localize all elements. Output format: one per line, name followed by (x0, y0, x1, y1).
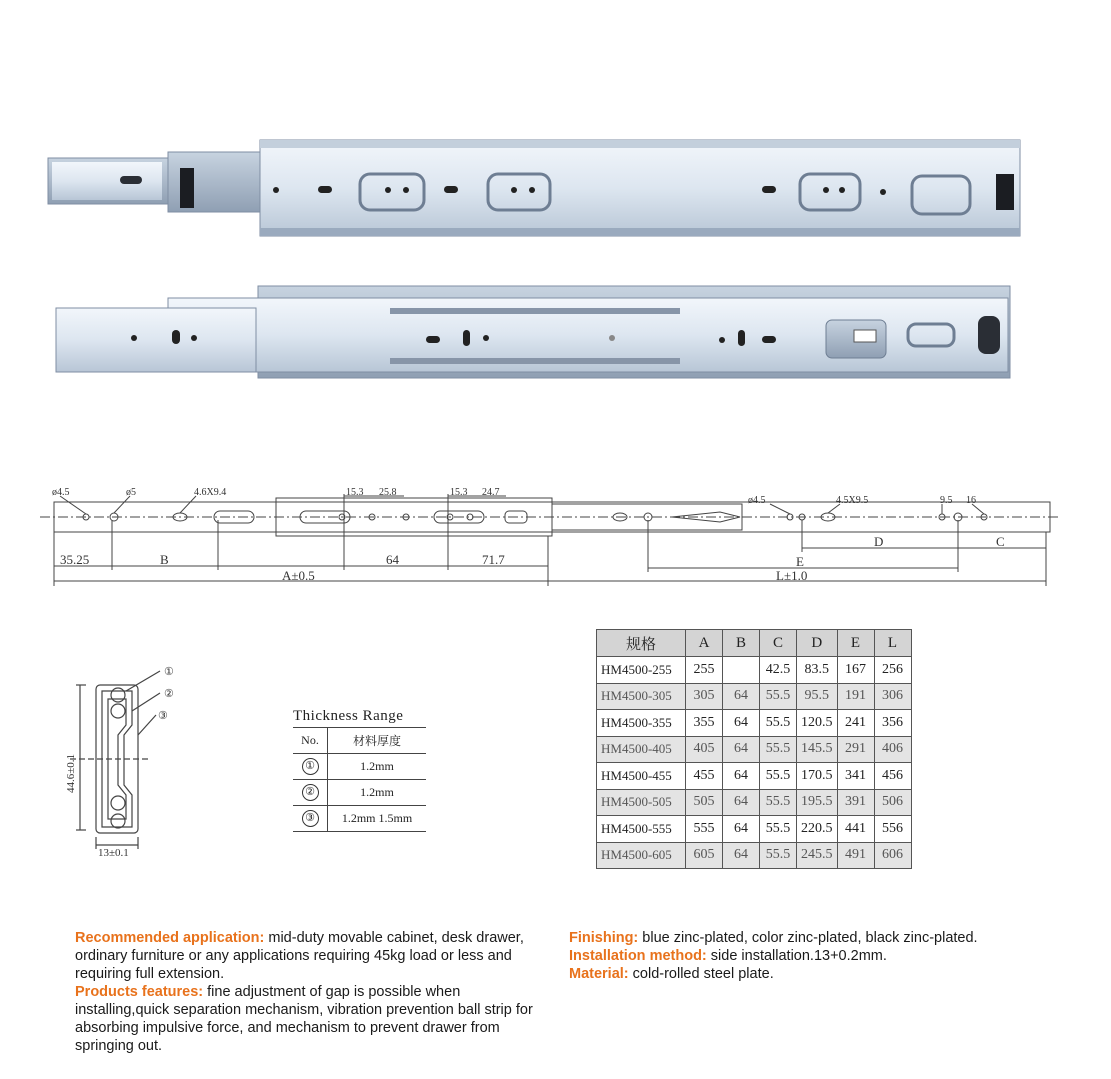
spec-cell: 305 (686, 683, 723, 710)
spec-cell: 145.5 (797, 736, 838, 763)
spec-cell: 406 (874, 736, 911, 763)
dim-label-d2: ø5 (126, 487, 136, 498)
spec-cell: 255 (686, 657, 723, 684)
dim-l: L±1.0 (776, 568, 808, 583)
thickness-no: ① (302, 758, 319, 775)
spec-cell: 64 (723, 789, 760, 816)
spec-cell: 391 (837, 789, 874, 816)
width-label: 13±0.1 (98, 847, 129, 859)
spec-cell: HM4500-305 (597, 683, 686, 710)
dim-label-d5: 25.8 (379, 487, 397, 498)
spec-cell: 506 (874, 789, 911, 816)
finishing-text: blue zinc-plated, color zinc-plated, black zinc-plated. (638, 930, 978, 946)
spec-cell: 491 (837, 842, 874, 869)
thickness-no: ② (302, 784, 319, 801)
spec-cell: 55.5 (760, 710, 797, 737)
spec-cell: 64 (723, 816, 760, 843)
spec-header: D (797, 630, 838, 657)
spec-cell: 245.5 (797, 842, 838, 869)
spec-cell: 455 (686, 763, 723, 790)
material-label: Material: (569, 966, 629, 982)
spec-cell: 83.5 (797, 657, 838, 684)
spec-header: L (874, 630, 911, 657)
description-right (569, 929, 1089, 983)
marker-2: ② (164, 688, 174, 700)
spec-cell: 55.5 (760, 683, 797, 710)
spec-cell: HM4500-355 (597, 710, 686, 737)
spec-cell: 441 (837, 816, 874, 843)
dim-a: A±0.5 (282, 568, 315, 583)
spec-cell: 191 (837, 683, 874, 710)
spec-cell: HM4500-405 (597, 736, 686, 763)
height-label: 44.6±0.1 (65, 753, 77, 793)
spec-cell: 64 (723, 683, 760, 710)
spec-cell: 55.5 (760, 736, 797, 763)
dim-label-d7: 24.7 (482, 487, 500, 498)
finishing-label: Finishing: (569, 930, 639, 946)
dim-label-d11: 16 (966, 495, 976, 506)
rail-top (48, 140, 1020, 236)
spec-cell: HM4500-605 (597, 842, 686, 869)
spec-cell (723, 657, 760, 684)
dim-d: D (874, 534, 884, 549)
features-text: fine adjustment of gap is possible when installing,quick separation mechanism, vibration prevention ball strip for absorbing impulsive force, and mechanism to prevent drawer from springing out. (75, 984, 533, 1054)
thickness-value: 1.2mm (328, 754, 427, 780)
spec-cell: HM4500-555 (597, 816, 686, 843)
thickness-row (293, 806, 426, 832)
thickness-col-no: No. (293, 728, 328, 754)
spec-header-row (597, 630, 912, 657)
dim-label-d3: 4.6X9.4 (194, 487, 227, 498)
spec-cell: 170.5 (797, 763, 838, 790)
spec-cell: 306 (874, 683, 911, 710)
spec-cell: 42.5 (760, 657, 797, 684)
dim-71: 71.7 (482, 552, 505, 567)
spec-cell: 55.5 (760, 816, 797, 843)
features-label: Products features: (75, 984, 204, 1000)
spec-cell: 220.5 (797, 816, 838, 843)
dim-label-d6: 15.3 (450, 487, 468, 498)
spec-cell: 241 (837, 710, 874, 737)
spec-cell: 456 (874, 763, 911, 790)
thickness-no: ③ (302, 810, 319, 827)
rail-bottom (56, 286, 1010, 378)
spec-cell: 95.5 (797, 683, 838, 710)
thickness-row (293, 754, 426, 780)
spec-cell: HM4500-255 (597, 657, 686, 684)
spec-cell: 64 (723, 763, 760, 790)
spec-cell: HM4500-505 (597, 789, 686, 816)
installation-text: side installation.13+0.2mm. (706, 948, 887, 964)
thickness-table (293, 727, 426, 832)
spec-row (597, 816, 912, 843)
installation-label: Installation method: (569, 948, 707, 964)
spec-cell: 55.5 (760, 789, 797, 816)
spec-row (597, 657, 912, 684)
dim-label-d4: 15.3 (346, 487, 364, 498)
drawer-slide-photo (0, 130, 1111, 390)
spec-cell: 55.5 (760, 763, 797, 790)
dim-b: B (160, 552, 169, 567)
technical-drawing (0, 480, 1111, 590)
spec-header: A (686, 630, 723, 657)
spec-row (597, 763, 912, 790)
spec-header: 规格 (597, 630, 686, 657)
cross-section-drawing (60, 655, 190, 865)
spec-cell: 355 (686, 710, 723, 737)
spec-table (596, 629, 912, 869)
marker-1: ① (164, 666, 174, 678)
spec-header: B (723, 630, 760, 657)
spec-cell: 556 (874, 816, 911, 843)
dim-c: C (996, 534, 1005, 549)
material-text: cold-rolled steel plate. (628, 966, 774, 982)
spec-cell: 505 (686, 789, 723, 816)
dim-label-d1: ø4.5 (52, 487, 70, 498)
thickness-row (293, 780, 426, 806)
thickness-col-material: 材料厚度 (328, 728, 427, 754)
dim-35: 35.25 (60, 552, 90, 567)
spec-cell: 606 (874, 842, 911, 869)
spec-cell: 55.5 (760, 842, 797, 869)
dim-label-d10: 9.5 (940, 495, 953, 506)
spec-header: E (837, 630, 874, 657)
dim-label-d8: ø4.5 (748, 495, 766, 506)
spec-cell: 605 (686, 842, 723, 869)
spec-cell: 341 (837, 763, 874, 790)
spec-cell: 555 (686, 816, 723, 843)
spec-cell: 256 (874, 657, 911, 684)
spec-cell: 120.5 (797, 710, 838, 737)
spec-cell: 195.5 (797, 789, 838, 816)
thickness-range (293, 708, 427, 832)
spec-cell: 405 (686, 736, 723, 763)
spec-cell: 64 (723, 842, 760, 869)
spec-cell: 64 (723, 736, 760, 763)
description-left (75, 929, 535, 1055)
recommended-label: Recommended application: (75, 930, 265, 946)
thickness-value: 1.2mm 1.5mm (328, 806, 427, 832)
spec-cell: 356 (874, 710, 911, 737)
spec-cell: 167 (837, 657, 874, 684)
dim-label-d9: 4.5X9.5 (836, 495, 869, 506)
spec-row (597, 789, 912, 816)
dim-64: 64 (386, 552, 399, 567)
spec-row (597, 710, 912, 737)
recommended-text: mid-duty movable cabinet, desk drawer, ordinary furniture or any applications requiring 45kg load or less and requiring full extension. (75, 930, 524, 982)
dim-e: E (796, 554, 804, 569)
spec-row (597, 842, 912, 869)
marker-3: ③ (158, 710, 168, 722)
spec-cell: 291 (837, 736, 874, 763)
spec-row (597, 736, 912, 763)
spec-row (597, 683, 912, 710)
spec-header: C (760, 630, 797, 657)
spec-cell: HM4500-455 (597, 763, 686, 790)
thickness-value: 1.2mm (328, 780, 427, 806)
spec-cell: 64 (723, 710, 760, 737)
thickness-title: Thickness Range (293, 708, 404, 724)
